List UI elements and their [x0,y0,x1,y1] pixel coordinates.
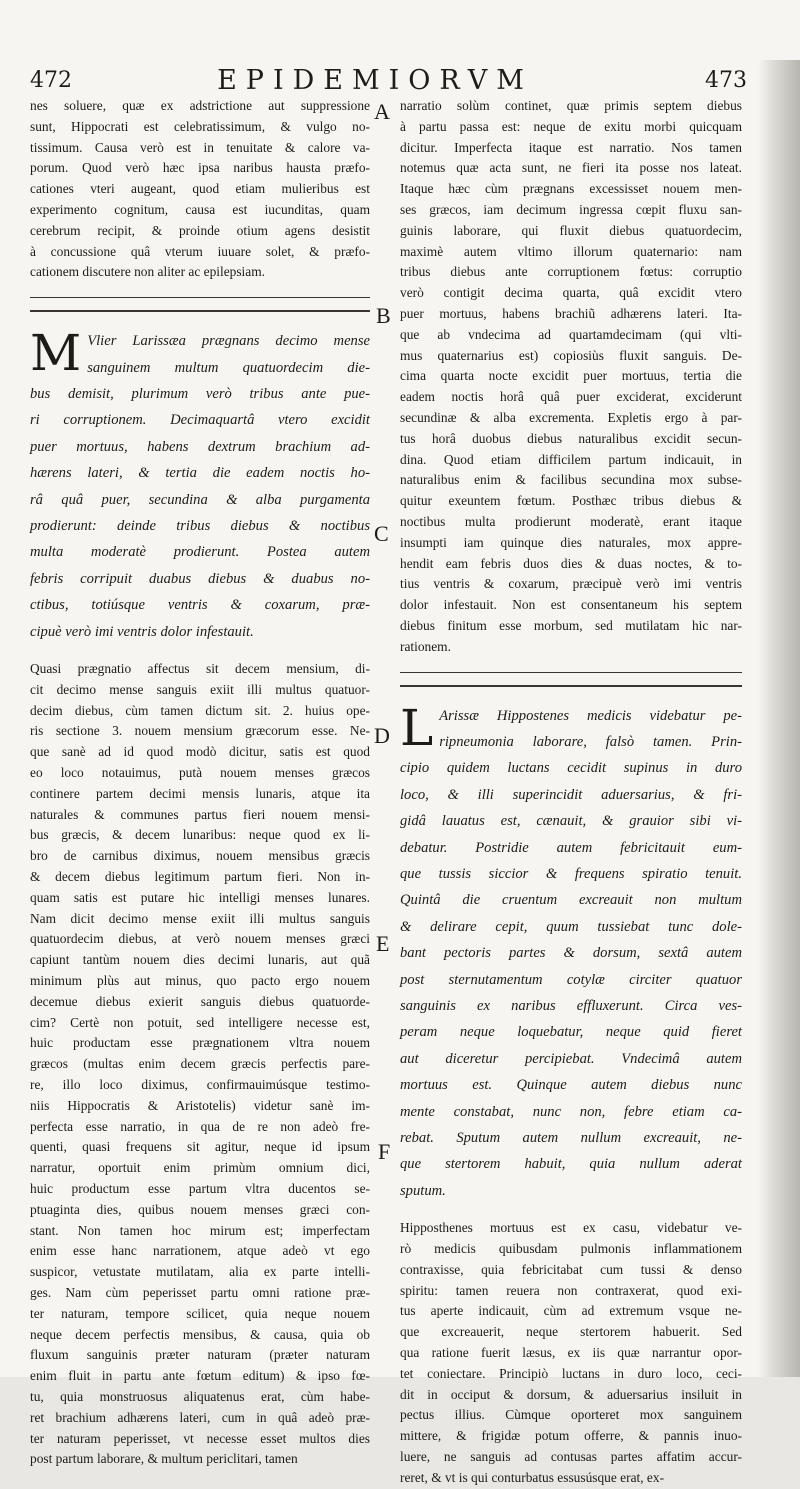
text-line: huic productam esse prægnationem vltra nouem [30,1035,370,1051]
text-line: multa moderatè prodierunt. Postea autem [30,544,370,561]
text-line: nes soluere, quæ ex adstrictione aut suppressione [30,98,370,113]
text-line: narratio solùm continet, quæ primis septem diebus [400,98,742,113]
text-line: ret brachium adhærens lateri, cum in quâ adeò præ- [30,1409,370,1425]
text-line: ripneumonia laborare, falsò tamen. Prin- [439,733,742,750]
text-line: diebus finitum esse morbum, sed mutilatam hic nar- [400,617,742,633]
text-line: loco, & illi superincidit aduersarius, & fri- [400,786,742,803]
text-line: tus aperte indicauit, cùm ad extremum vsque ne- [400,1303,742,1319]
text-line: spiritu: tamen reuera non contraxerat, quod exi- [400,1282,742,1298]
text-line: græcos (multas enim decem græcis perfectis pare- [30,1056,370,1072]
text-line: eo loco notauimus, putà nouem menses græcos [30,765,370,781]
right-paragraph-gap [400,1204,742,1218]
text-line: experimento cognitum, causa est iucunditas, quam [30,201,370,217]
text-line: debatur. Postridie autem febricitauit eum- [400,839,742,856]
left-italic-block [30,324,370,645]
text-line: eadem noctis horâ quâ puer exciderat, exciderunt [400,389,742,405]
text-line: cim? Certè non potuit, sed intelligere necesse est, [30,1014,370,1030]
text-line: que excreauerit, neque stertorem habuerit. Sed [400,1324,742,1340]
running-head: EPIDEMIORVM [217,65,533,96]
text-line: pectus illius. Cùmque oporteret mox sanguinem [400,1407,742,1423]
text-line: suspicor, vetustate mutilatam, alia ex parte intelli- [30,1264,370,1280]
text-line: mus quaternarius est) copiosiùs fluxit sanguis. De- [400,347,742,363]
text-line: cationem discutere non aliter ac epilepsiam. [30,264,265,280]
text-line: contraxisse, quia febricitabat cum tussi & denso [400,1261,742,1277]
text-line: dicitur. Imperfecta itaque est narratio. Nos tamen [400,139,742,155]
drop-cap: M [30,324,82,383]
margin-letter-c: C [374,521,389,546]
text-line: enim esse hanc narrationem, atque adeò vt ego [30,1243,370,1259]
text-line: decemue diebus exierit sanguis diebus quatuorde- [30,993,370,1009]
text-line: verò contigit decima quarta, quâ excidit vtero [400,285,742,301]
text-line: rò medicis quibusdam pulmonis inflammationem [400,1241,742,1257]
text-line: notemus quæ acta sunt, ne fieri ita posse nos lateat. [400,160,742,176]
text-line: rebat. Sputum autem nullum excreauit, ne- [400,1130,742,1147]
text-line: peram neque loquebatur, neque quid fieret [400,1024,742,1041]
text-line: tus horâ duobus diebus naturalibus excidit secun- [400,430,742,446]
text-line: aut diceretur percipiebat. Vndecimâ autem [400,1050,742,1067]
left-paragraph [30,96,370,283]
page-gutter-shadow [758,60,800,1377]
text-line: minimum plùs aut minus, quo pacto ergo nouem [30,973,370,988]
text-line: quatuordecim diebus, at verò nouem menses græci [30,931,370,947]
text-line: tissimum. Causa verò est in tenuitate & calore va- [30,139,370,155]
text-line: ptuaginta dies, quibus nouem menses græci con- [30,1201,370,1217]
margin-letter-f: F [378,1139,391,1164]
text-line: râ quâ puer, secundina & alba purgamenta [30,491,370,508]
text-line: reret, & vt is qui conturbatus essusúsque erat, ex- [400,1469,665,1485]
text-line: bant pectoris partes & dorsum, sextâ autem [400,945,742,962]
text-line: continere partem decimi mensis lunaris, atque ita [30,785,370,801]
text-line: Arissæ Hippostenes medicis videbatur pe- [439,707,742,724]
text-line: capiunt tantùm nouem dies decimi lunaris, aut quã [30,952,370,968]
text-line: ter naturam peperisset, vt necesse esset multos dies [30,1430,370,1446]
text-line: ris sectione 3. nouem mensium græcorum esse. Ne- [30,723,370,739]
text-line: quam satis est putare hic intelligi menses lunares. [30,889,370,905]
text-line: tu, quia monstruosus aliquatenus erat, cùm habe- [30,1388,370,1404]
text-line: maximè autem vltimo illorum quaternario: nam [400,243,742,259]
text-line: ses græcos, iam decimum ingressa cœpit fluxu san- [400,201,742,217]
drop-cap: L [400,698,434,757]
text-line: & delirare cepit, quum tussiebat tunc dole- [400,918,742,935]
right-section-rule [400,672,742,687]
right-page-number: 473 [705,68,747,93]
text-line: mente constabat, nunc non, febre etiam ca- [400,1103,742,1120]
left-column [30,96,370,1470]
text-line: quitur exeuntem fœtum. Posthæc tribus diebus & [400,493,742,509]
text-line: narratur, oportuit enim primùm omnium dici, [30,1160,370,1176]
text-line: dolor infestauit. Non est consentaneum his septem [400,597,742,613]
text-line: cationes vteri augeant, quod etiam mulieribus est [30,181,370,197]
text-line: cerebrum recipit, & proinde otium agens desistit [30,222,370,238]
text-line: enim fluit in partu ante fœtum editum) & ipso fœ- [30,1368,370,1384]
text-line: fluxum sanguinis præter naturam (præter naturam [30,1347,370,1363]
text-line: Hipposthenes mortuus est ex casu, videbatur ve- [400,1220,742,1236]
left-section-rule [30,297,370,312]
text-line: huic productum esse partum vltra ducentos se- [30,1180,370,1196]
text-line: cipuè verò imi ventris dolor infestauit. [30,623,254,640]
text-line: tribus diebus ante corruptionem fœtus: corruptio [400,264,742,280]
right-paragraph [400,1218,742,1488]
text-line: ter naturam, tempore scilicet, quia neque nouem [30,1305,370,1321]
text-line: que stertorem habuit, quia nullum aderat [400,1156,742,1173]
text-line: post sternutamentum cotylæ circiter quatuor [400,971,742,988]
text-line: ctibus, totiúsque ventris & coxarum, præ- [30,597,370,614]
left-paragraph-gap [30,645,370,659]
text-line: à concussione quâ vterum iuuare solet, & præfo- [30,243,370,259]
text-line: que ab vndecima ad quartamdecimam (qui vlti- [400,326,742,342]
text-line: Nam dicit decimo mense exiit illi multus sanguis [30,910,370,926]
left-paragraph [30,659,370,1470]
text-line: & decem diebus legitimum partum fieri. Non in- [30,869,370,885]
text-line: neque decem perfectis mensibus, & causa, quia ob [30,1326,370,1342]
text-line: dina. Quod etiam difficilem partum indicauit, in [400,451,742,467]
text-line: que sanè ad id quod modò dicitur, satis est quod [30,744,370,760]
text-line: puer mortuus, habens dextrum brachium ad- [30,438,370,455]
text-line: Quintâ die cruentum excreauit non multum [400,892,742,909]
text-line: cit decimo mense sanguis exiit illi multus quatuor- [30,681,370,697]
text-line: stant. Non tamen hoc mirum est; imperfectam [30,1222,370,1238]
text-line: qua ratione fuerit læsus, ex iis quæ narrantur opor- [400,1345,742,1361]
text-line: decim diebus, cùm tamen dictum sit. 2. huius ope- [30,702,370,718]
text-line: sunt, Hippocrati est celebratissimum, & vulgo no- [30,118,370,134]
text-line: insumpti iam quinque dies naturales, mox appre- [400,534,742,550]
text-line: noctibus multa prodierunt moderatè, erant itaque [400,513,742,529]
text-line: bus demisit, plurimum verò tribus ante pue- [30,385,370,402]
text-line: naturalibus enim & facilibus secundina mox subse- [400,472,742,488]
text-line: gidâ lauatus est, cænauit, & grauior sibi vi- [400,813,742,830]
text-line: mittere, & frigidæ potum offerre, & pannis inuo- [400,1428,742,1444]
text-line: ri corruptionem. Decimaquartâ vtero excidit [30,412,370,429]
text-line: rationem. [400,638,451,654]
text-line: cima quarta nocte excidit puer mortuus, tertia die [400,368,742,384]
text-line: sanguinem multum quatuordecim die- [87,359,370,376]
text-line: re, illo loco diximus, confirmauimúsque testimo- [30,1076,370,1092]
text-line: prodierunt: deinde tribus diebus & noctibus [30,518,370,535]
text-line: hærens lateri, & tertia die eadem noctis ho- [30,465,370,482]
margin-letter-b: B [376,303,391,328]
text-line: guinis laborare, qui fluxit diebus quatuordecim, [400,222,742,238]
margin-letter-d: D [374,723,390,748]
text-line: tet coniectare. Principiò luctans in duro loco, ceci- [400,1365,742,1381]
text-line: puer mortuus, habens brachiũ adhærens lateri. Ita- [400,305,742,321]
text-line: secundinæ & alba excrementa. Expletis ergo à par- [400,409,742,425]
text-line: porum. Quod verò hæc ipsa naribus hausta præfo- [30,160,370,176]
text-line: que tussis siccior & frequens spiratio tenuit. [400,865,742,882]
text-line: Quasi prægnatio affectus sit decem mensium, di- [30,661,370,677]
text-line: mortuus est. Quinque autem diebus nunc [400,1077,742,1094]
text-line: niis Hippocratis & Aristotelis) videtur sanè im- [30,1097,370,1113]
text-line: hendit eam febris duos dies & duas noctes, & to- [400,555,742,571]
text-line: post partum laborare, & multum periclitari, tamen [30,1451,298,1467]
text-line: Vlier Larissæa prægnans decimo mense [87,333,370,350]
right-column [400,96,742,1489]
margin-letter-a: A [374,99,390,124]
margin-letter-e: E [376,931,390,956]
text-line: luere, ne sanguis ad contusas partes affatim accur- [400,1449,742,1464]
text-line: tius ventris & coxarum, præcipuè verò imi ventris [400,576,742,592]
text-line: quenti, quasi frequens sit agitur, neque id ipsum [30,1139,370,1155]
text-line: Itaque hæc cùm prægnans excessisset nouem men- [400,181,742,197]
text-line: bro de carnibus diximus, nouem mensibus græcis [30,848,370,864]
text-line: à partu passa est: neque de exitu morbi quicquam [400,118,742,134]
text-line: perfecta esse narratio, in qua de re non adeò fre- [30,1118,370,1134]
text-line: cipio quidem luctans cecidit supinus in duro [400,760,742,777]
text-line: ges. Nam cùm peperisset partu omni ratione præ- [30,1284,370,1300]
text-line: sanguinis ex naribus effluxerunt. Circa ves- [400,997,742,1014]
text-line: sputum. [400,1182,446,1199]
left-page-number: 472 [30,68,72,93]
right-italic-block [400,698,742,1205]
right-paragraph [400,96,742,658]
text-line: naturales & communes partus fieri nouem mensi- [30,806,370,822]
text-line: dit in occiput & dorsum, & aduersarius insiluit in [400,1386,742,1402]
text-line: febris corripuit duabus diebus & duabus no- [30,570,370,587]
text-line: bus græcis, & decem lunaribus: neque quod ex li- [30,827,370,843]
